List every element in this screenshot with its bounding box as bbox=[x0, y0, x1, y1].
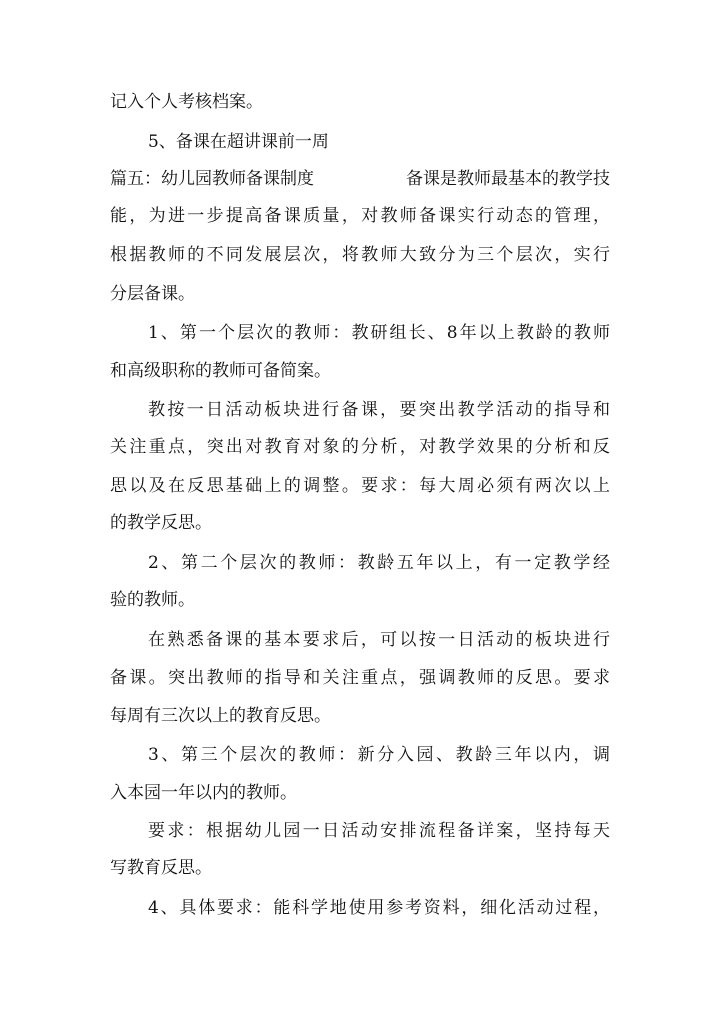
text-line: 和高级职称的教师可备简案。 bbox=[110, 361, 331, 381]
text-line: 根据教师的不同发展层次，将教师大致分为三个层次，实行 bbox=[110, 245, 610, 265]
section-heading-row bbox=[110, 164, 610, 194]
text-line: 1、第一个层次的教师：教研组长、8年以上教龄的教师 bbox=[148, 323, 610, 343]
text-line: 能，为进一步提高备课质量，对教师备课实行动态的管理， bbox=[110, 206, 610, 226]
text-line: 在熟悉备课的基本要求后，可以按一日活动的板块进行 bbox=[148, 630, 610, 650]
text-line: 分层备课。 bbox=[110, 284, 195, 304]
text-line: 3、第三个层次的教师：新分入园、教龄三年以内，调 bbox=[148, 745, 610, 765]
text-line: 要求：根据幼儿园一日活动安排流程备详案，坚持每天 bbox=[148, 821, 610, 841]
text-line: 备课。突出教师的指导和关注重点，强调教师的反思。要求 bbox=[110, 668, 610, 688]
text-line: 记入个人考核档案。 bbox=[110, 92, 263, 112]
text-line: 教按一日活动板块进行备课，要突出教学活动的指导和 bbox=[148, 400, 610, 420]
text-line: 思以及在反思基础上的调整。要求：每大周必须有两次以上 bbox=[110, 476, 610, 496]
text-line: 验的教师。 bbox=[110, 590, 195, 610]
section-title: 篇五：幼儿园教师备课制度 bbox=[110, 169, 314, 189]
text-line: 5、备课在超讲课前一周 bbox=[148, 132, 329, 152]
text-line: 关注重点，突出对教育对象的分析，对教学效果的分析和反 bbox=[110, 437, 610, 457]
text-line: 备课是教师最基本的教学技 bbox=[406, 169, 610, 189]
text-line: 写教育反思。 bbox=[110, 858, 212, 878]
text-line: 入本园一年以内的教师。 bbox=[110, 783, 297, 803]
text-line: 4、具体要求：能科学地使用参考资料，细化活动过程， bbox=[148, 898, 610, 918]
text-line: 的教学反思。 bbox=[110, 513, 212, 533]
text-line: 每周有三次以上的教育反思。 bbox=[110, 706, 331, 726]
text-line: 2、第二个层次的教师：教龄五年以上，有一定教学经 bbox=[148, 553, 610, 573]
